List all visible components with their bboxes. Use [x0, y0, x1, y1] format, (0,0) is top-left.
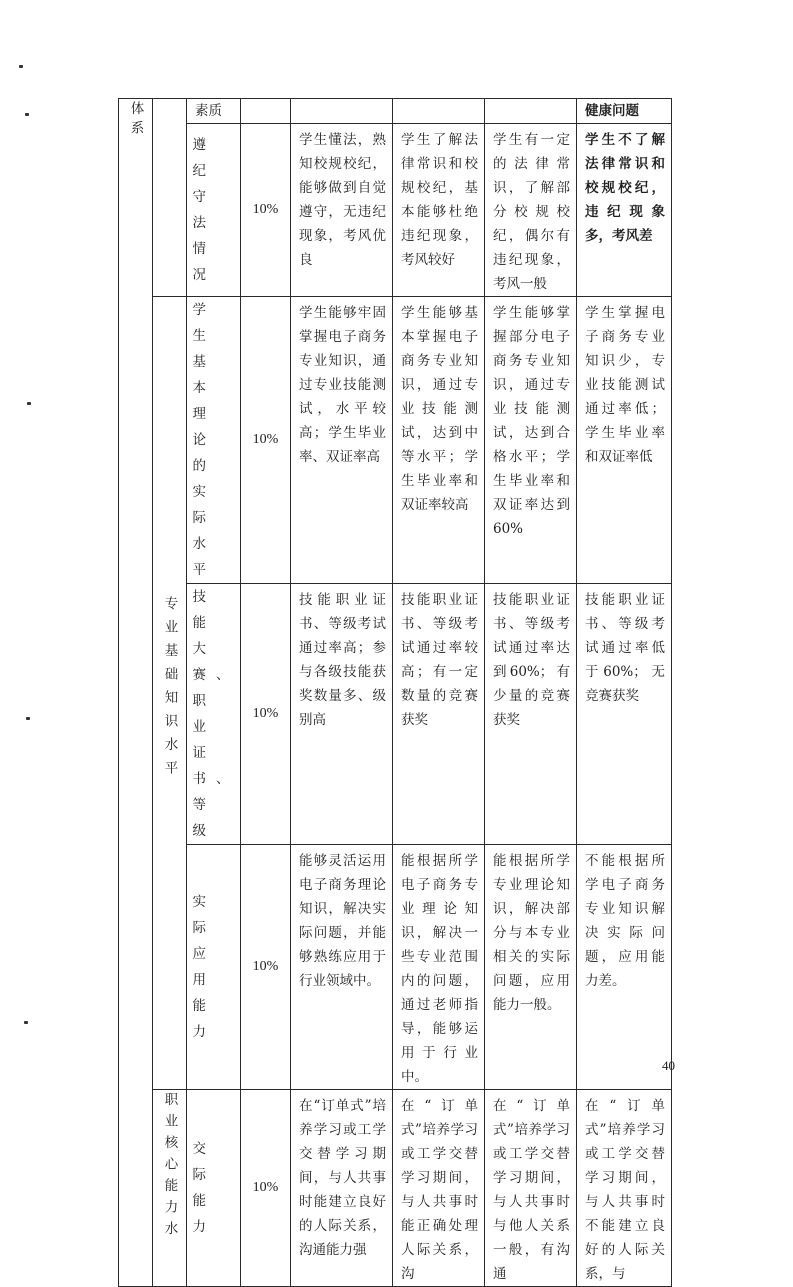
weight-social: 10%	[241, 1090, 291, 1287]
good-skill: 技能职业证书、等级考试通过率较高；有一定数量的竞赛获奖	[393, 584, 485, 845]
category-label: 体系	[127, 101, 144, 140]
poor-discipline: 学生不了解法律常识和校规校纪，违纪现象多，考风差	[577, 124, 672, 297]
weight-skill: 10%	[241, 584, 291, 845]
fair-skill: 技能职业证书、等级考试通过率达到60%；有少量的竞赛获奖	[485, 584, 577, 845]
poor-skill: 技能职业证书、等级考试通过率低于60%；无竞赛获奖	[577, 584, 672, 845]
sub-item-level-label: 学生基本理论的实际水平	[192, 302, 216, 578]
scan-speck	[25, 113, 29, 116]
excellent-social: 在“订单式”培养学习或工学交替学习期间，与人共事时能建立良好的人际关系，沟通能力强	[291, 1090, 393, 1287]
excellent-top	[291, 99, 393, 124]
fair-apply: 能根据所学专业理论知识，解决部分与本专业相关的实际问题，应用能力一般。	[485, 845, 577, 1090]
fair-top	[485, 99, 577, 124]
excellent-apply: 能够灵活运用电子商务理论知识，解决实际问题，并能够熟练应用于行业领域中。	[291, 845, 393, 1090]
good-apply: 能根据所学电子商务专业理论知识，解决一些专业范围内的问题，通过老师指导，能够运用于行业中。	[393, 845, 485, 1090]
sub-item-skill-label: 技能大赛、职业证书、等级	[192, 589, 240, 839]
sub-item-level	[187, 297, 241, 584]
excellent-skill: 技能职业证书、等级考试通过率高；参与各级技能获奖数量多、级别高	[291, 584, 393, 845]
weight-apply: 10%	[241, 845, 291, 1090]
fair-discipline: 学生有一定的法律常识，了解部分校规校纪，偶尔有违纪现象，考风一般	[485, 124, 577, 297]
group-basic-knowledge	[153, 297, 187, 1090]
good-level: 学生能够基本掌握电子商务专业知识，通过专业技能测试，达到中等水平；学生毕业率和双证率较高	[393, 297, 485, 584]
sub-item-discipline	[187, 124, 241, 297]
group-cell-top	[153, 99, 187, 297]
scan-speck	[24, 1021, 28, 1024]
excellent-level: 学生能够牢固掌握电子商务专业知识，通过专业技能测试，水平较高；学生毕业率、双证率高	[291, 297, 393, 584]
group-core-label: 职业核心能力水	[161, 1092, 178, 1243]
sub-item-discipline-label: 遵纪守法情况	[192, 137, 216, 283]
good-discipline: 学生了解法律常识和校规校纪，基本能够杜绝违纪现象，考风较好	[393, 124, 485, 297]
group-basic-label: 专业基础知识水平	[161, 595, 178, 784]
sub-item-apply	[187, 845, 241, 1090]
scan-speck	[26, 717, 30, 720]
poor-top: 健康问题	[577, 99, 672, 124]
good-top	[393, 99, 485, 124]
scan-speck	[27, 402, 31, 405]
fair-social: 在“订单式”培养学习或工学交替学习期间，与人共事时与他人关系一般，有沟通	[485, 1090, 577, 1287]
page-number: 40	[662, 1058, 675, 1073]
sub-item-apply-label: 实际应用能力	[192, 894, 216, 1040]
poor-social: 在“订单式”培养学习或工学交替学习期间，与人共事时不能建立良好的人际关系，与	[577, 1090, 672, 1287]
good-social: 在“订单式”培养学习或工学交替学习期间，与人共事时能正确处理人际关系，沟	[393, 1090, 485, 1287]
poor-apply: 不能根据所学电子商务专业知识解决实际问题，应用能力差。	[577, 845, 672, 1090]
category-cell	[119, 99, 153, 1287]
group-core-ability	[153, 1090, 187, 1287]
weight-level: 10%	[241, 297, 291, 584]
excellent-discipline: 学生懂法，熟知校规校纪，能够做到自觉遵守，无违纪现象，考风优良	[291, 124, 393, 297]
sub-item-social	[187, 1090, 241, 1287]
fair-level: 学生能够掌握部分电子商务专业知识，通过专业技能测试，达到合格水平；学生毕业率和双证率达到60%	[485, 297, 577, 584]
weight-top	[241, 99, 291, 124]
sub-item-skill	[187, 584, 241, 845]
sub-item-social-label: 交际能力	[192, 1141, 216, 1235]
sub-item-top: 素质	[187, 99, 241, 124]
evaluation-table	[118, 98, 672, 1287]
poor-level: 学生掌握电子商务专业知识少，专业技能测试通过率低；学生毕业率和双证率低	[577, 297, 672, 584]
weight-discipline: 10%	[241, 124, 291, 297]
scan-speck	[19, 65, 23, 68]
